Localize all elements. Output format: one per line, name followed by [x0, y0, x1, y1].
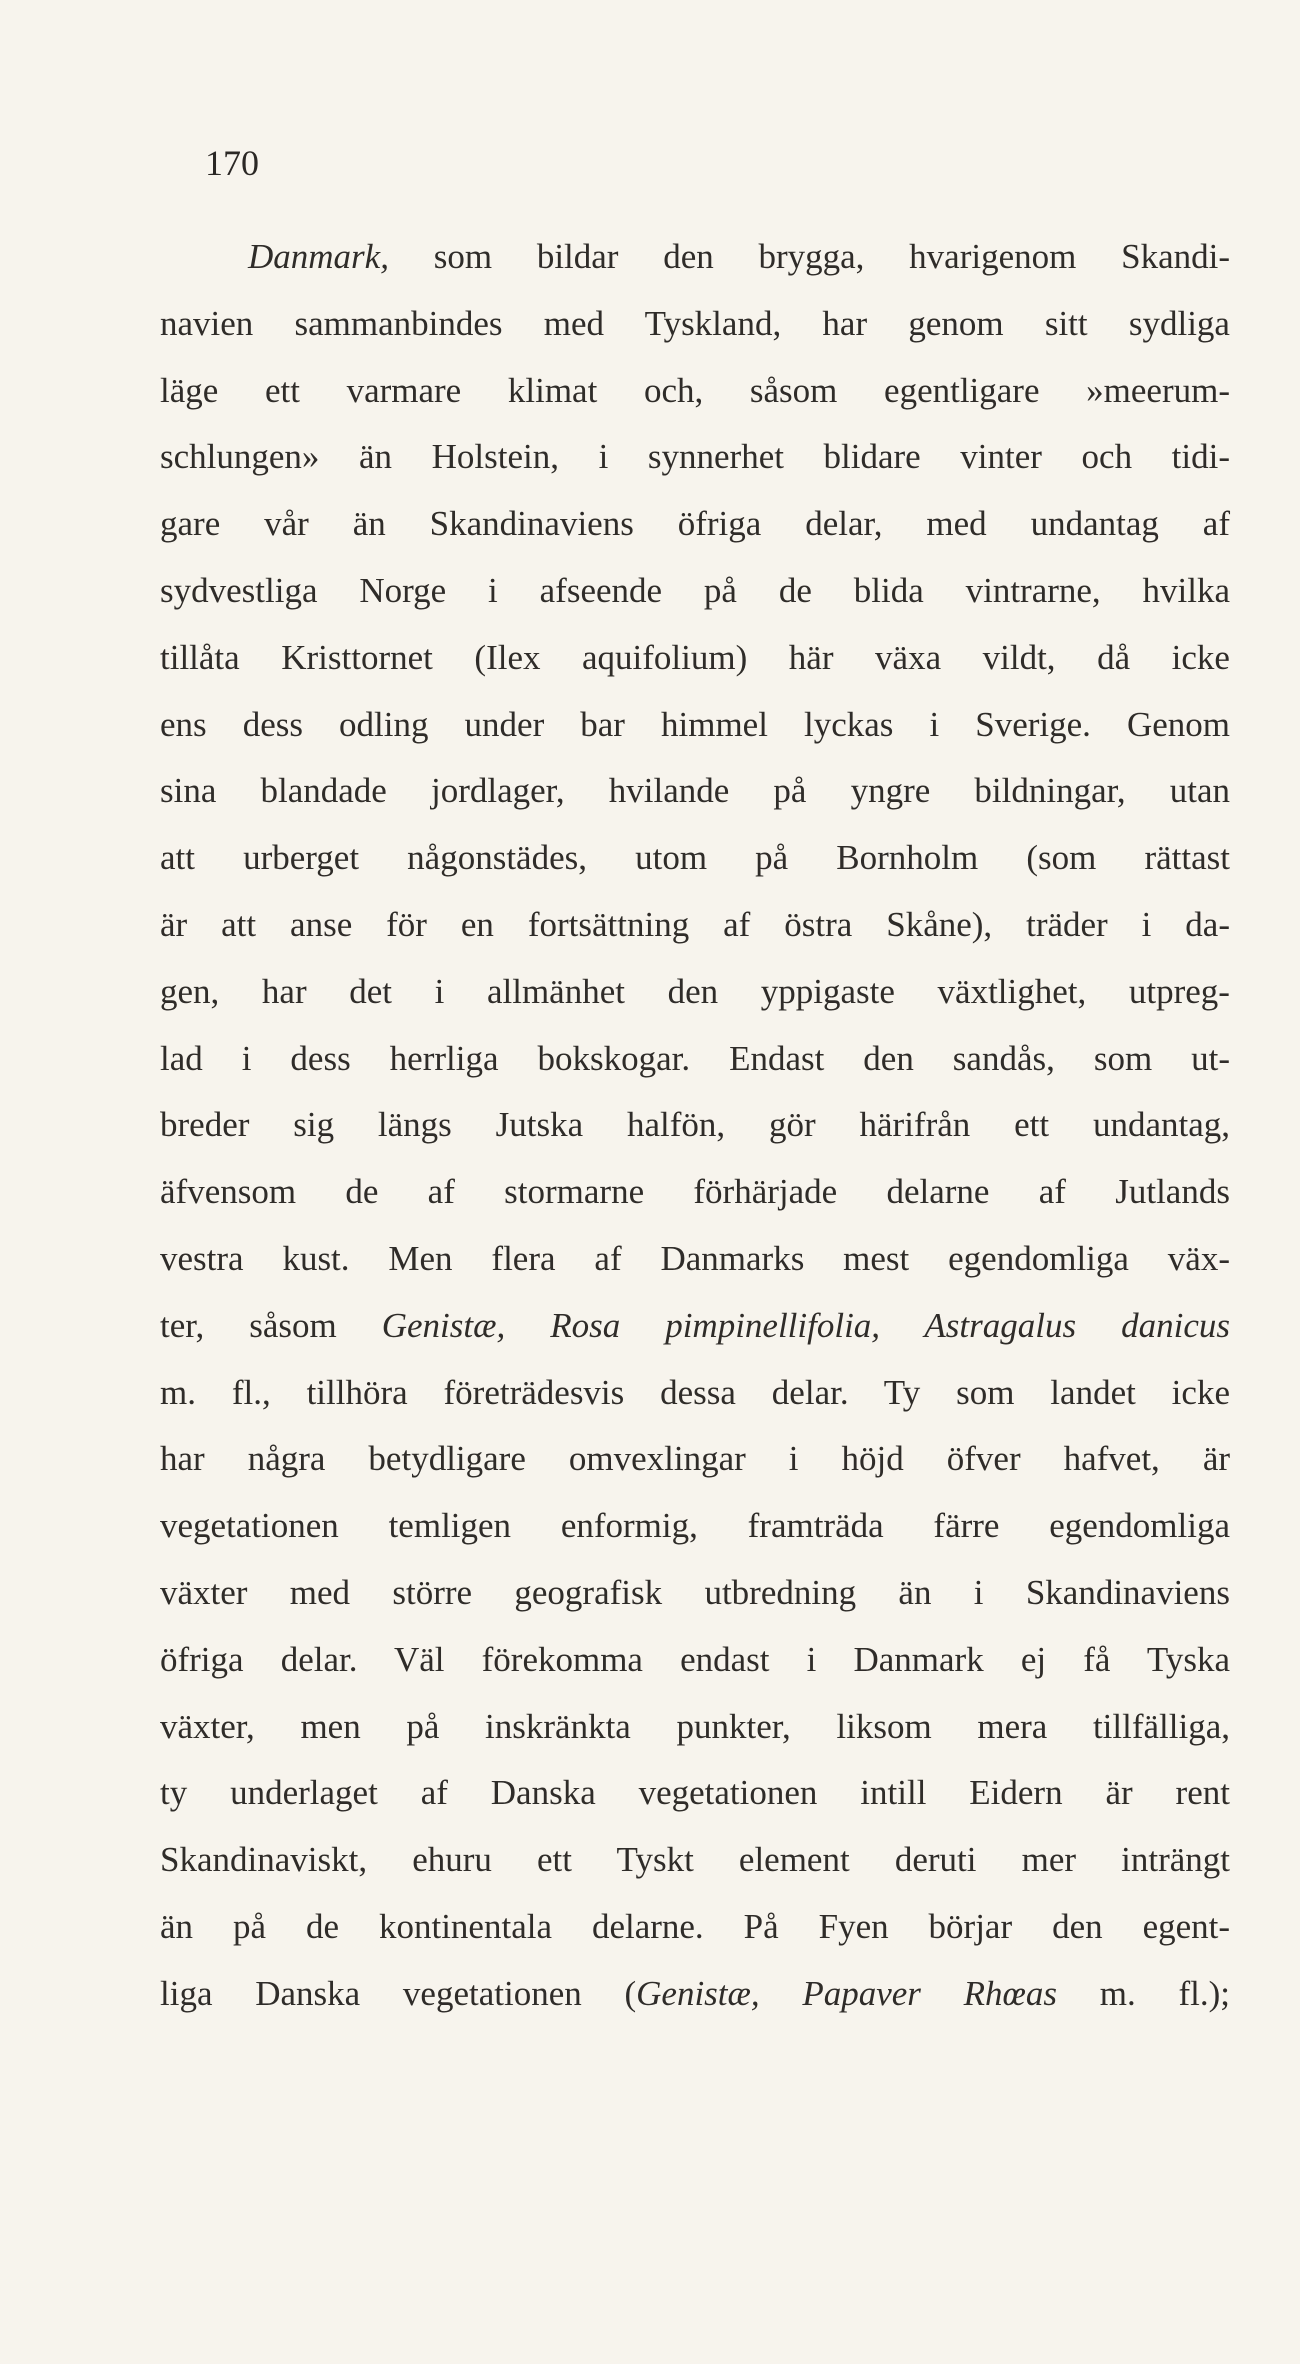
text-line: [160, 1026, 1230, 1093]
text-segment: liga Danska vegetationen (: [160, 1973, 637, 2013]
text-segment: schlungen» än Holstein, i synnerhet blidare vinter och tidi-: [160, 437, 1230, 477]
text-segment: ens dess odling under bar himmel lyckas i Sverige. Genom: [160, 704, 1230, 744]
text-line: [160, 1493, 1230, 1560]
text-line: [160, 1293, 1230, 1360]
text-segment: vegetationen temligen enformig, framträda färre egendomliga: [160, 1506, 1230, 1546]
text-line: [160, 424, 1230, 491]
italic-text: Danmark,: [248, 237, 389, 276]
text-segment: m. fl.);: [1057, 1973, 1230, 2013]
text-line: [160, 1226, 1230, 1293]
text-segment: öfriga delar. Väl förekomma endast i Danmark ej få Tyska: [160, 1639, 1231, 1679]
text-segment: äfvensom de af stormarne förhärjade delarne af Jutlands: [160, 1172, 1230, 1212]
text-segment: tillåta Kristtornet (Ilex aquifolium) här växa vildt, då icke: [160, 637, 1230, 677]
italic-text: Genistæ, Papaver Rhœas: [636, 1973, 1058, 2013]
page-number: 170: [205, 143, 259, 183]
text-line: [160, 825, 1230, 892]
text-line: [160, 224, 1230, 291]
text-line: [160, 291, 1230, 358]
text-line: [160, 1961, 1230, 2028]
text-line: [160, 358, 1230, 425]
text-line: [160, 625, 1230, 692]
text-segment: växter, men på inskränkta punkter, liksom mera tillfälliga,: [160, 1706, 1230, 1746]
text-segment: växter med större geografisk utbredning än i Skandinaviens: [160, 1572, 1230, 1612]
text-segment: lad i dess herrliga bokskogar. Endast den sandås, som ut-: [160, 1038, 1231, 1078]
text-segment: breder sig längs Jutska halfön, gör härifrån ett undantag,: [160, 1105, 1231, 1145]
text-line: [160, 892, 1230, 959]
text-segment: som bildar den brygga, hvarigenom Skandi-: [388, 237, 1230, 276]
text-line: [160, 1159, 1230, 1226]
text-line: [160, 1627, 1230, 1694]
text-segment: ter, såsom: [160, 1305, 382, 1345]
text-line: [160, 1694, 1230, 1761]
text-line: [160, 558, 1230, 625]
text-line: [160, 959, 1230, 1026]
text-segment: Skandinaviskt, ehuru ett Tyskt element deruti mer inträngt: [160, 1840, 1230, 1880]
text-line: [160, 1827, 1230, 1894]
text-segment: sina blandade jordlager, hvilande på yngre bildningar, utan: [160, 771, 1231, 811]
text-segment: gare vår än Skandinaviens öfriga delar, med undantag af: [160, 504, 1230, 544]
text-line: [160, 1760, 1230, 1827]
text-segment: m. fl., tillhöra företrädesvis dessa delar. Ty som landet icke: [160, 1372, 1230, 1412]
text-line: [160, 692, 1230, 759]
text-segment: är att anse för en fortsättning af östra Skåne), träder i da-: [160, 904, 1230, 944]
text-segment: ty underlaget af Danska vegetationen intill Eidern är rent: [160, 1773, 1230, 1813]
text-line: [160, 491, 1230, 558]
italic-text: Genistæ, Rosa pimpinellifolia, Astragalus danicus: [381, 1305, 1230, 1345]
text-segment: navien sammanbindes med Tyskland, har genom sitt sydliga: [160, 303, 1230, 343]
text-line: [160, 1092, 1230, 1159]
text-line: [160, 1426, 1230, 1493]
body-text: [160, 224, 1230, 2028]
text-line: [160, 1360, 1230, 1427]
text-segment: har några betydligare omvexlingar i höjd öfver hafvet, är: [160, 1439, 1231, 1479]
text-line: [160, 758, 1230, 825]
text-segment: sydvestliga Norge i afseende på de blida vintrarne, hvilka: [160, 570, 1231, 610]
text-segment: än på de kontinentala delarne. På Fyen börjar den egent-: [160, 1906, 1231, 1946]
text-segment: att urberget någonstädes, utom på Bornholm (som rättast: [160, 838, 1230, 878]
text-segment: vestra kust. Men flera af Danmarks mest egendomliga väx-: [160, 1238, 1230, 1278]
text-line: [160, 1560, 1230, 1627]
text-segment: gen, har det i allmänhet den yppigaste växtlighet, utpreg-: [160, 971, 1230, 1011]
text-segment: läge ett varmare klimat och, såsom egentligare »meerum-: [160, 370, 1230, 410]
text-line: [160, 1894, 1230, 1961]
